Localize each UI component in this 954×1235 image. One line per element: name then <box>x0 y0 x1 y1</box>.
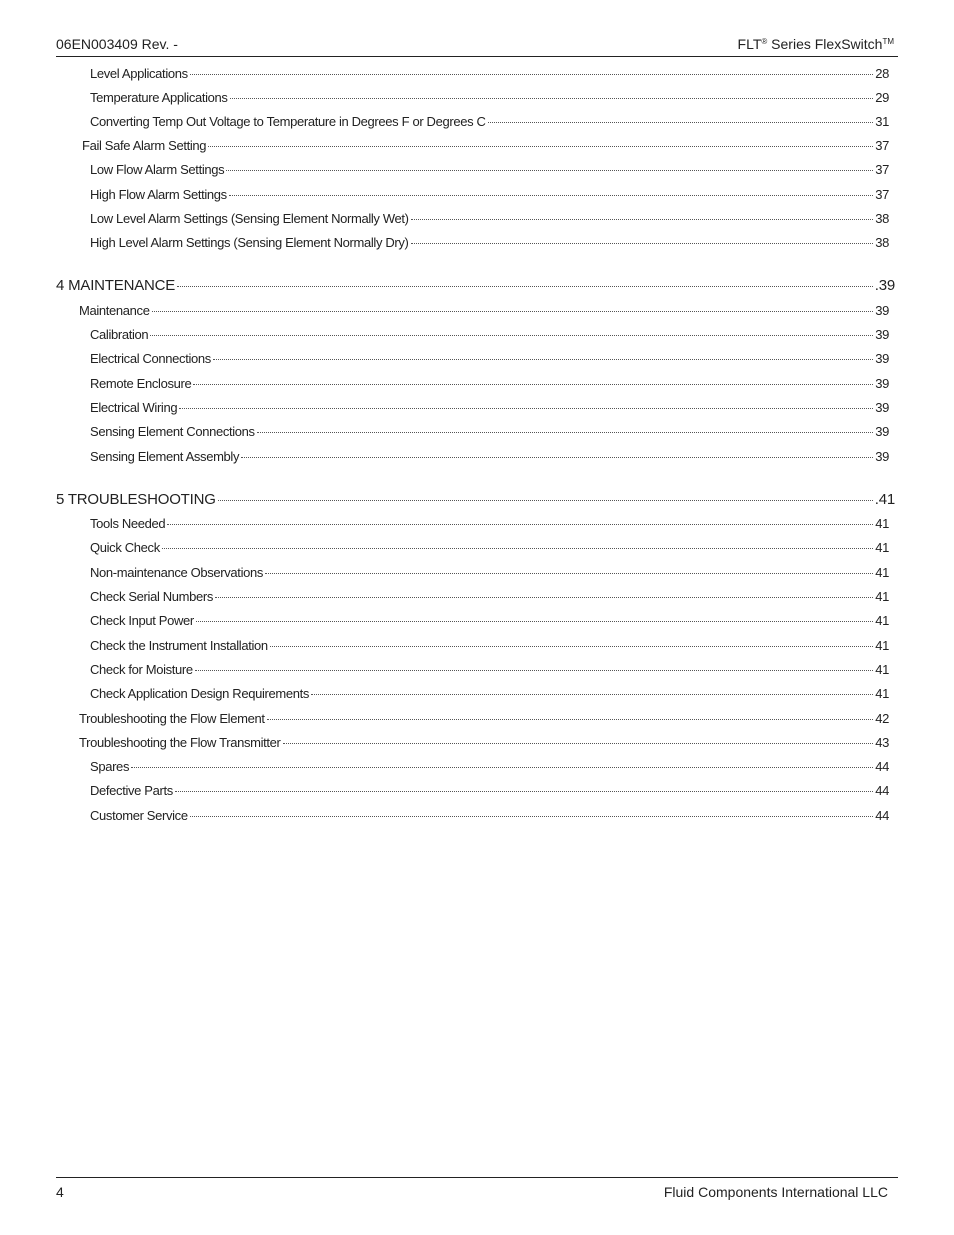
toc-entry-customer-service[interactable] <box>90 808 889 823</box>
toc-entry-label: Temperature Applications <box>90 90 228 105</box>
dot-leader <box>208 146 873 147</box>
toc-entry-page: 43 <box>875 735 889 750</box>
toc-entry-page: 41 <box>875 638 889 653</box>
toc-entry-calibration[interactable] <box>90 327 889 342</box>
dot-leader <box>177 286 873 287</box>
toc-entry-check-application-design[interactable] <box>90 686 889 701</box>
toc-entry-page: 41 <box>875 662 889 677</box>
toc-entry-label: Quick Check <box>90 540 160 555</box>
toc-entry-label: Remote Enclosure <box>90 376 192 391</box>
toc-entry-page: 42 <box>875 711 889 726</box>
page-number: 4 <box>56 1184 64 1200</box>
dot-leader <box>411 219 874 220</box>
toc-entry-troubleshooting-flow-transmitter[interactable] <box>79 735 889 750</box>
toc-chapter-label: 4 MAINTENANCE <box>56 277 176 294</box>
toc-chapter-page: .41 <box>874 491 895 508</box>
dot-leader <box>162 548 873 549</box>
toc-entry-fail-safe-alarm-setting[interactable] <box>82 138 889 153</box>
toc-entry-electrical-wiring[interactable] <box>90 400 889 415</box>
toc-entry-page: 41 <box>875 565 889 580</box>
toc-entry-electrical-connections[interactable] <box>90 351 889 366</box>
dot-leader <box>283 743 874 744</box>
dot-leader <box>179 408 873 409</box>
toc-entry-troubleshooting-flow-element[interactable] <box>79 711 889 726</box>
toc-entry-label: Calibration <box>90 327 149 342</box>
document-id: 06EN003409 Rev. - <box>56 36 178 52</box>
toc-entry-check-instrument-installation[interactable] <box>90 638 889 653</box>
toc-entry-page: 37 <box>875 162 889 177</box>
dot-leader <box>218 500 873 501</box>
product-title <box>738 36 894 52</box>
toc-entry-page: 38 <box>875 235 889 250</box>
toc-entry-label: Check the Instrument Installation <box>90 638 268 653</box>
toc-entry-low-level-alarm-settings[interactable] <box>90 211 889 226</box>
toc-entry-sensing-element-connections[interactable] <box>90 424 889 439</box>
toc-entry-label: Troubleshooting the Flow Element <box>79 711 265 726</box>
toc-entry-check-serial-numbers[interactable] <box>90 589 889 604</box>
toc-entry-label: Non-maintenance Observations <box>90 565 264 580</box>
toc-entry-maintenance[interactable] <box>79 303 889 318</box>
toc-entry-label: Check Application Design Requirements <box>90 686 310 701</box>
toc-entry-label: Check Input Power <box>90 613 194 628</box>
toc-entry-level-applications[interactable] <box>90 66 889 81</box>
dot-leader <box>241 457 873 458</box>
dot-leader <box>213 359 873 360</box>
toc-entry-label: Low Flow Alarm Settings <box>90 162 225 177</box>
toc-entry-label: Check for Moisture <box>90 662 193 677</box>
dot-leader <box>488 122 874 123</box>
toc-entry-label: Sensing Element Connections <box>90 424 255 439</box>
dot-leader <box>131 767 873 768</box>
dot-leader <box>190 74 873 75</box>
toc-entry-page: 39 <box>875 327 889 342</box>
toc-entry-page: 39 <box>875 424 889 439</box>
toc-entry-converting-temp-out-voltage[interactable] <box>90 114 889 129</box>
toc-entry-label: Customer Service <box>90 808 188 823</box>
toc-entry-label: Spares <box>90 759 130 774</box>
toc-entry-page: 37 <box>875 187 889 202</box>
dot-leader <box>411 243 874 244</box>
toc-chapter-label: 5 TROUBLESHOOTING <box>56 491 216 508</box>
dot-leader <box>195 670 873 671</box>
registered-mark: ® <box>761 37 768 46</box>
dot-leader <box>190 816 874 817</box>
toc-entry-page: 41 <box>875 540 889 555</box>
toc-chapter-troubleshooting[interactable] <box>56 491 895 508</box>
dot-leader <box>150 335 873 336</box>
dot-leader <box>226 170 873 171</box>
dot-leader <box>230 98 874 99</box>
dot-leader <box>152 311 874 312</box>
toc-entry-page: 29 <box>875 90 889 105</box>
dot-leader <box>196 621 873 622</box>
company-name: Fluid Components International LLC <box>663 1184 888 1200</box>
toc-entry-label: Tools Needed <box>90 516 166 531</box>
dot-leader <box>167 524 873 525</box>
toc-entry-page: 38 <box>875 211 889 226</box>
toc-entry-temperature-applications[interactable] <box>90 90 889 105</box>
toc-entry-defective-parts[interactable] <box>90 783 889 798</box>
page-header <box>56 34 898 57</box>
trademark-mark: TM <box>882 37 894 46</box>
dot-leader <box>311 694 873 695</box>
toc-entry-spares[interactable] <box>90 759 889 774</box>
toc-entry-label: Level Applications <box>90 66 188 81</box>
toc-chapter-maintenance[interactable] <box>56 277 895 294</box>
dot-leader <box>267 719 874 720</box>
dot-leader <box>229 195 873 196</box>
toc-entry-tools-needed[interactable] <box>90 516 889 531</box>
toc-entry-page: 39 <box>875 303 889 318</box>
toc-entry-low-flow-alarm-settings[interactable] <box>90 162 889 177</box>
toc-entry-page: 39 <box>875 400 889 415</box>
toc-entry-page: 31 <box>875 114 889 129</box>
toc-entry-page: 39 <box>875 449 889 464</box>
toc-entry-check-input-power[interactable] <box>90 613 889 628</box>
toc-entry-sensing-element-assembly[interactable] <box>90 449 889 464</box>
toc-entry-label: Fail Safe Alarm Setting <box>82 138 207 153</box>
toc-entry-page: 28 <box>875 66 889 81</box>
page-footer <box>56 1177 898 1202</box>
toc-entry-quick-check[interactable] <box>90 540 889 555</box>
toc-entry-label: Electrical Wiring <box>90 400 178 415</box>
toc-entry-label: Maintenance <box>79 303 150 318</box>
dot-leader <box>265 573 873 574</box>
toc-entry-label: Defective Parts <box>90 783 173 798</box>
toc-entry-label: Electrical Connections <box>90 351 211 366</box>
toc-entry-page: 37 <box>875 138 889 153</box>
toc-entry-high-flow-alarm-settings[interactable] <box>90 187 889 202</box>
dot-leader <box>215 597 873 598</box>
toc-entry-page: 39 <box>875 351 889 366</box>
toc-entry-page: 41 <box>875 613 889 628</box>
toc-entry-label: Sensing Element Assembly <box>90 449 240 464</box>
toc-entry-page: 44 <box>875 808 889 823</box>
toc-entry-page: 39 <box>875 376 889 391</box>
toc-entry-label: Check Serial Numbers <box>90 589 214 604</box>
dot-leader <box>175 791 873 792</box>
toc-entry-label: High Level Alarm Settings (Sensing Element Normally Dry) <box>90 235 409 250</box>
product-name: Series FlexSwitch <box>767 36 883 52</box>
toc-entry-label: High Flow Alarm Settings <box>90 187 227 202</box>
toc-entry-page: 44 <box>875 783 889 798</box>
toc-entry-check-for-moisture[interactable] <box>90 662 889 677</box>
toc-entry-non-maintenance-observations[interactable] <box>90 565 889 580</box>
toc-entry-label: Low Level Alarm Settings (Sensing Element Normally Wet) <box>90 211 409 226</box>
dot-leader <box>270 646 873 647</box>
toc-chapter-page: .39 <box>874 277 895 294</box>
dot-leader <box>193 384 873 385</box>
toc-entry-label: Converting Temp Out Voltage to Temperature in Degrees F or Degrees C <box>90 114 486 129</box>
toc-entry-label: Troubleshooting the Flow Transmitter <box>79 735 281 750</box>
toc-entry-page: 41 <box>875 516 889 531</box>
toc-entry-page: 41 <box>875 589 889 604</box>
toc-entry-page: 41 <box>875 686 889 701</box>
toc-entry-page: 44 <box>875 759 889 774</box>
toc-entry-high-level-alarm-settings[interactable] <box>90 235 889 250</box>
toc-entry-remote-enclosure[interactable] <box>90 376 889 391</box>
product-prefix: FLT <box>737 36 762 52</box>
dot-leader <box>257 432 874 433</box>
